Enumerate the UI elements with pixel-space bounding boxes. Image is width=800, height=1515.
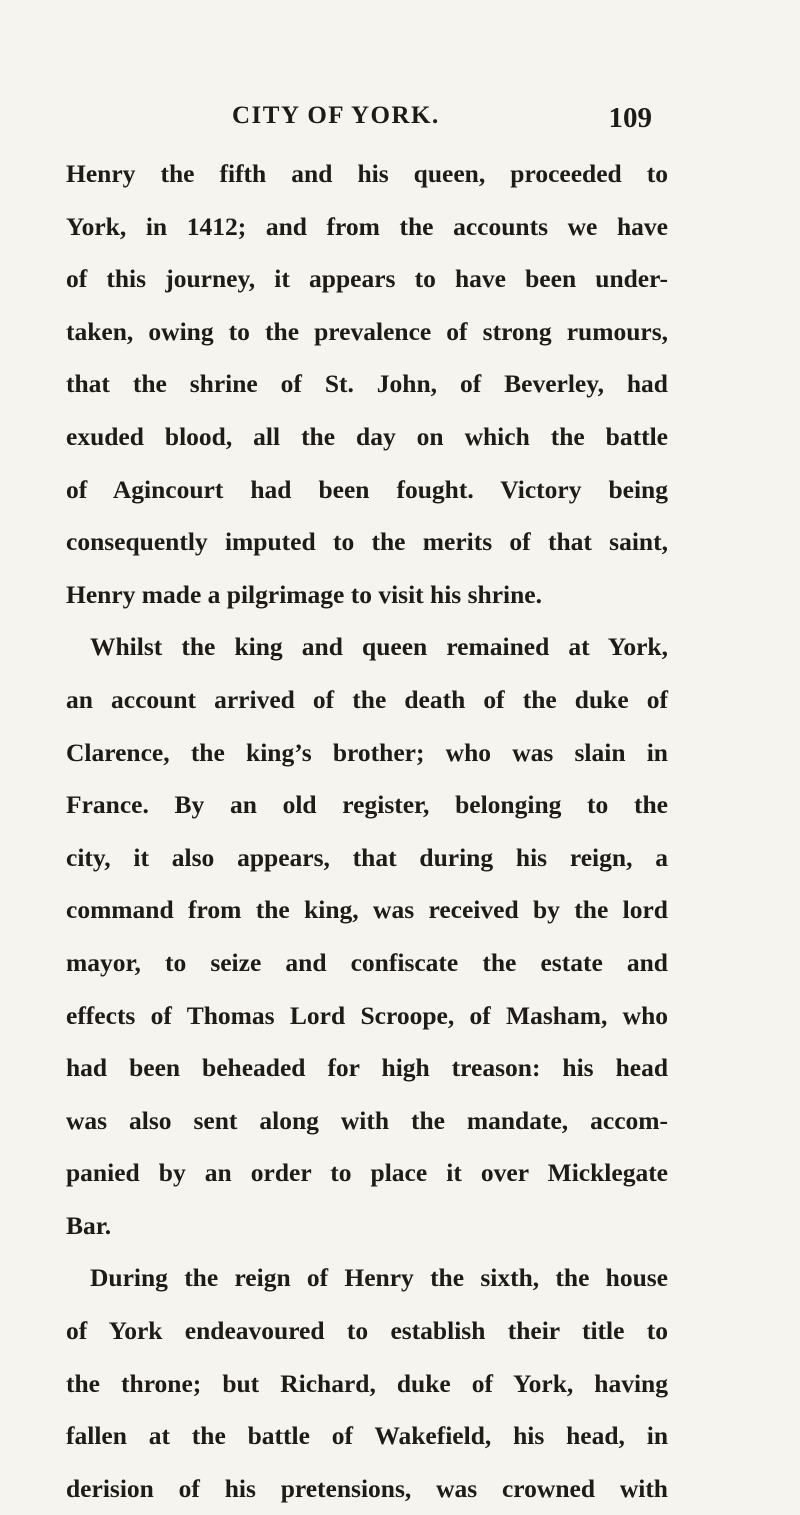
text-line-13: France. By an old register, belonging to the (66, 790, 668, 820)
body-text (66, 148, 668, 1515)
text-line-7: of Agincourt had been fought. Victory being (66, 474, 668, 504)
text-line-18: had been beheaded for high treason: his head (66, 1053, 668, 1083)
text-line-16: mayor, to seize and confiscate the estate and (66, 947, 668, 977)
page-number: 109 (608, 102, 652, 134)
text-line-24: the throne; but Richard, duke of York, having (66, 1368, 668, 1398)
text-line-12: Clarence, the king’s brother; who was slain in (66, 737, 668, 767)
text-line-10: Whilst the king and queen remained at York, (90, 632, 668, 662)
text-line-21: Bar. (66, 1210, 112, 1240)
text-line-9: Henry made a pilgrimage to visit his shrine. (66, 579, 542, 609)
text-line-11: an account arrived of the death of the duke of (66, 684, 668, 714)
text-line-17: effects of Thomas Lord Scroope, of Masham, who (66, 1000, 668, 1030)
text-line-6: exuded blood, all the day on which the battle (66, 421, 668, 451)
text-line-19: was also sent along with the mandate, accom- (66, 1105, 668, 1135)
text-line-8: consequently imputed to the merits of that saint, (66, 527, 668, 557)
text-line-26: derision of his pretensions, was crowned with (66, 1473, 668, 1503)
text-line-15: command from the king, was received by the lord (66, 895, 668, 925)
text-line-23: of York endeavoured to establish their title to (66, 1316, 668, 1346)
text-line-5: that the shrine of St. John, of Beverley, had (66, 369, 668, 399)
running-title: CITY OF YORK. (232, 102, 440, 129)
text-line-3: of this journey, it appears to have been under- (66, 264, 668, 294)
running-head (232, 102, 652, 136)
text-line-22: During the reign of Henry the sixth, the house (90, 1263, 668, 1293)
text-line-25: fallen at the battle of Wakefield, his head, in (66, 1421, 668, 1451)
text-line-20: panied by an order to place it over Micklegate (66, 1158, 668, 1188)
text-line-1: Henry the fifth and his queen, proceeded to (66, 159, 668, 188)
text-line-2: York, in 1412; and from the accounts we have (66, 211, 668, 241)
text-line-14: city, it also appears, that during his reign, a (66, 842, 668, 872)
text-line-4: taken, owing to the prevalence of strong rumours, (66, 316, 668, 346)
